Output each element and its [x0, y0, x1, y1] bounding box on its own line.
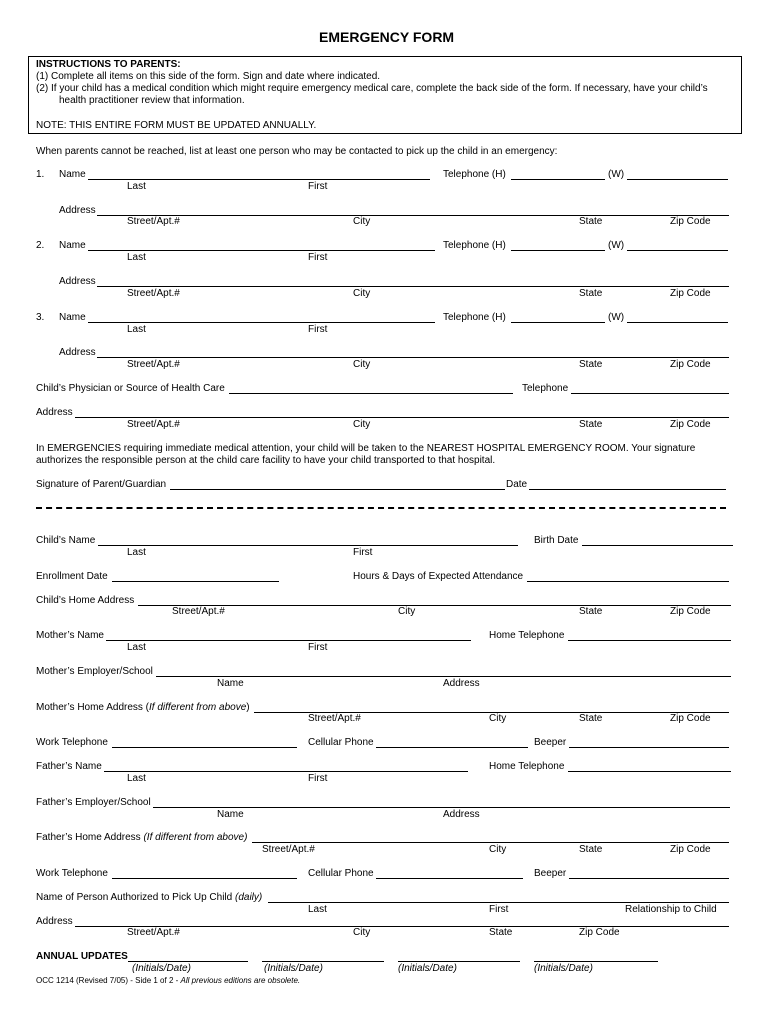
fathers-street-caption: Street/Apt.# — [262, 844, 315, 855]
physician-field[interactable] — [229, 393, 513, 394]
instruction-item-2-cont: health practitioner review that information. — [59, 95, 245, 106]
contact-1-name-field[interactable] — [88, 179, 430, 180]
mothers-beeper-field[interactable] — [569, 747, 729, 748]
mothers-state-caption: State — [579, 713, 603, 724]
contact-2-state-caption: State — [579, 288, 603, 299]
physician-label: Child’s Physician or Source of Health Care — [36, 383, 225, 394]
contact-2-street-caption: Street/Apt.# — [127, 288, 180, 299]
hours-days-field[interactable] — [527, 581, 729, 582]
contact-1-first-caption: First — [308, 181, 328, 192]
fathers-employer-name-caption: Name — [217, 809, 244, 820]
pickup-zip-caption: Zip Code — [579, 927, 620, 938]
mothers-beeper-label: Beeper — [534, 737, 567, 748]
contact-2-first-caption: First — [308, 252, 328, 263]
fathers-employer-field[interactable] — [153, 807, 730, 808]
contact-3-name-label: Name — [59, 312, 86, 323]
contact-2-zip-caption: Zip Code — [670, 288, 711, 299]
contact-3-telephone-w-field[interactable] — [627, 322, 728, 323]
childs-name-field[interactable] — [98, 545, 518, 546]
contact-3-telephone-h-label: Telephone (H) — [443, 312, 506, 323]
childs-first-caption: First — [353, 547, 373, 558]
mothers-home-address-label: Mother’s Home Address (If different from above) — [36, 702, 250, 713]
emergency-text-2: authorizes the responsible person at the child care facility to have your child transported to that hospital. — [36, 455, 496, 466]
childs-street-caption: Street/Apt.# — [172, 606, 225, 617]
form-footer: OCC 1214 (Revised 7/05) - Side 1 of 2 - All previous editions are obsolete. — [36, 976, 301, 985]
contact-3-first-caption: First — [308, 324, 328, 335]
physician-street-caption: Street/Apt.# — [127, 419, 180, 430]
annual-update-field-2[interactable] — [262, 961, 384, 962]
childs-home-address-label: Child’s Home Address — [36, 595, 135, 606]
mothers-street-caption: Street/Apt.# — [308, 713, 361, 724]
annual-update-field-3[interactable] — [398, 961, 520, 962]
instructions-note: NOTE: THIS ENTIRE FORM MUST BE UPDATED ANNUALLY. — [36, 120, 317, 131]
contact-3-last-caption: Last — [127, 324, 146, 335]
contact-1-telephone-h-field[interactable] — [511, 179, 605, 180]
mothers-cellular-field[interactable] — [376, 747, 528, 748]
contact-3-address-field[interactable] — [97, 357, 729, 358]
contact-2-telephone-w-label: (W) — [608, 240, 625, 251]
signature-date-label: Date — [506, 479, 528, 490]
contact-1-address-field[interactable] — [97, 215, 729, 216]
physician-address-label: Address — [36, 407, 73, 418]
pickup-street-caption: Street/Apt.# — [127, 927, 180, 938]
mothers-cellular-label: Cellular Phone — [308, 737, 374, 748]
contact-1-telephone-h-label: Telephone (H) — [443, 169, 506, 180]
annual-update-field-1[interactable] — [128, 961, 248, 962]
mothers-last-caption: Last — [127, 642, 146, 653]
contact-1-number: 1. — [36, 169, 45, 180]
signature-field[interactable] — [170, 489, 505, 490]
contact-2-address-label: Address — [59, 276, 96, 287]
contacts-intro: When parents cannot be reached, list at least one person who may be contacted to pick up the child in an emergency: — [36, 146, 558, 157]
signature-label: Signature of Parent/Guardian — [36, 479, 167, 490]
mothers-city-caption: City — [489, 713, 507, 724]
annual-update-caption-2: (Initials/Date) — [264, 963, 323, 974]
fathers-city-caption: City — [489, 844, 507, 855]
childs-home-address-field[interactable] — [138, 605, 731, 606]
pickup-address-label: Address — [36, 916, 73, 927]
annual-updates-label: ANNUAL UPDATES — [36, 951, 128, 962]
contact-2-name-field[interactable] — [88, 250, 435, 251]
page-title: EMERGENCY FORM — [319, 29, 455, 45]
contact-1-street-caption: Street/Apt.# — [127, 216, 180, 227]
contact-3-state-caption: State — [579, 359, 603, 370]
fathers-first-caption: First — [308, 773, 328, 784]
contact-1-address-label: Address — [59, 205, 96, 216]
mothers-home-telephone-field[interactable] — [568, 640, 731, 641]
physician-telephone-field[interactable] — [571, 393, 729, 394]
contact-3-name-field[interactable] — [88, 322, 435, 323]
fathers-zip-caption: Zip Code — [670, 844, 711, 855]
fathers-cellular-field[interactable] — [376, 878, 523, 879]
mothers-home-telephone-label: Home Telephone — [489, 630, 565, 641]
contact-2-telephone-h-label: Telephone (H) — [443, 240, 506, 251]
pickup-person-label: Name of Person Authorized to Pick Up Child (daily) — [36, 892, 263, 903]
fathers-home-address-field[interactable] — [252, 842, 729, 843]
contact-2-telephone-w-field[interactable] — [627, 250, 728, 251]
mothers-name-label: Mother’s Name — [36, 630, 104, 641]
emergency-text-1: In EMERGENCIES requiring immediate medical attention, your child will be taken to the NEAREST HOSPITAL EMERGENCY ROOM. Your signature — [36, 443, 696, 454]
contact-2-number: 2. — [36, 240, 45, 251]
contact-3-address-label: Address — [59, 347, 96, 358]
fathers-beeper-label: Beeper — [534, 868, 567, 879]
physician-state-caption: State — [579, 419, 603, 430]
contact-2-address-field[interactable] — [97, 286, 729, 287]
physician-telephone-label: Telephone — [522, 383, 569, 394]
physician-city-caption: City — [353, 419, 371, 430]
hours-days-label: Hours & Days of Expected Attendance — [353, 571, 524, 582]
fathers-beeper-field[interactable] — [569, 878, 729, 879]
fathers-employer-address-caption: Address — [443, 809, 480, 820]
physician-zip-caption: Zip Code — [670, 419, 711, 430]
childs-zip-caption: Zip Code — [670, 606, 711, 617]
mothers-zip-caption: Zip Code — [670, 713, 711, 724]
mothers-work-telephone-label: Work Telephone — [36, 737, 108, 748]
instruction-item-1: (1) Complete all items on this side of the form. Sign and date where indicated. — [36, 71, 381, 82]
fathers-state-caption: State — [579, 844, 603, 855]
mothers-employer-name-caption: Name — [217, 678, 244, 689]
annual-update-field-4[interactable] — [534, 961, 658, 962]
contact-1-name-label: Name — [59, 169, 86, 180]
contact-1-state-caption: State — [579, 216, 603, 227]
childs-name-label: Child’s Name — [36, 535, 96, 546]
birth-date-label: Birth Date — [534, 535, 579, 546]
pickup-relationship-caption: Relationship to Child — [625, 904, 717, 915]
childs-city-caption: City — [398, 606, 416, 617]
pickup-person-field[interactable] — [268, 902, 729, 903]
childs-last-caption: Last — [127, 547, 146, 558]
enrollment-date-field[interactable] — [112, 581, 279, 582]
contact-2-last-caption: Last — [127, 252, 146, 263]
fathers-work-telephone-label: Work Telephone — [36, 868, 108, 879]
annual-update-caption-3: (Initials/Date) — [398, 963, 457, 974]
mothers-employer-label: Mother’s Employer/School — [36, 666, 153, 677]
contact-3-telephone-h-field[interactable] — [511, 322, 605, 323]
fathers-home-telephone-label: Home Telephone — [489, 761, 565, 772]
pickup-city-caption: City — [353, 927, 371, 938]
divider-dashed — [36, 507, 726, 509]
mothers-employer-address-caption: Address — [443, 678, 480, 689]
fathers-work-telephone-field[interactable] — [112, 878, 297, 879]
mothers-name-field[interactable] — [106, 640, 471, 641]
birth-date-field[interactable] — [582, 545, 733, 546]
fathers-cellular-label: Cellular Phone — [308, 868, 374, 879]
pickup-first-caption: First — [489, 904, 509, 915]
contact-3-number: 3. — [36, 312, 45, 323]
contact-2-city-caption: City — [353, 288, 371, 299]
physician-address-field[interactable] — [75, 417, 729, 418]
instruction-item-2: (2) If your child has a medical condition which might require emergency medical care, complete the back side of the form. If necessary, have your child’s — [36, 83, 708, 94]
fathers-last-caption: Last — [127, 773, 146, 784]
enrollment-date-label: Enrollment Date — [36, 571, 108, 582]
fathers-name-label: Father’s Name — [36, 761, 102, 772]
contact-3-telephone-w-label: (W) — [608, 312, 625, 323]
contact-1-city-caption: City — [353, 216, 371, 227]
fathers-home-address-label: Father’s Home Address (If different from above) — [36, 832, 248, 843]
annual-update-caption-1: (Initials/Date) — [132, 963, 191, 974]
instructions-heading: INSTRUCTIONS TO PARENTS: — [36, 59, 181, 70]
contact-1-zip-caption: Zip Code — [670, 216, 711, 227]
pickup-last-caption: Last — [308, 904, 327, 915]
pickup-state-caption: State — [489, 927, 513, 938]
contact-2-name-label: Name — [59, 240, 86, 251]
contact-1-telephone-w-label: (W) — [608, 169, 625, 180]
mothers-employer-field[interactable] — [156, 676, 731, 677]
annual-update-caption-4: (Initials/Date) — [534, 963, 593, 974]
fathers-name-field[interactable] — [104, 771, 468, 772]
contact-3-city-caption: City — [353, 359, 371, 370]
fathers-home-telephone-field[interactable] — [568, 771, 731, 772]
contact-3-zip-caption: Zip Code — [670, 359, 711, 370]
childs-state-caption: State — [579, 606, 603, 617]
contact-3-street-caption: Street/Apt.# — [127, 359, 180, 370]
contact-1-last-caption: Last — [127, 181, 146, 192]
contact-2-telephone-h-field[interactable] — [511, 250, 605, 251]
contact-1-telephone-w-field[interactable] — [627, 179, 728, 180]
signature-date-field[interactable] — [529, 489, 726, 490]
mothers-work-telephone-field[interactable] — [112, 747, 297, 748]
mothers-first-caption: First — [308, 642, 328, 653]
fathers-employer-label: Father’s Employer/School — [36, 797, 151, 808]
